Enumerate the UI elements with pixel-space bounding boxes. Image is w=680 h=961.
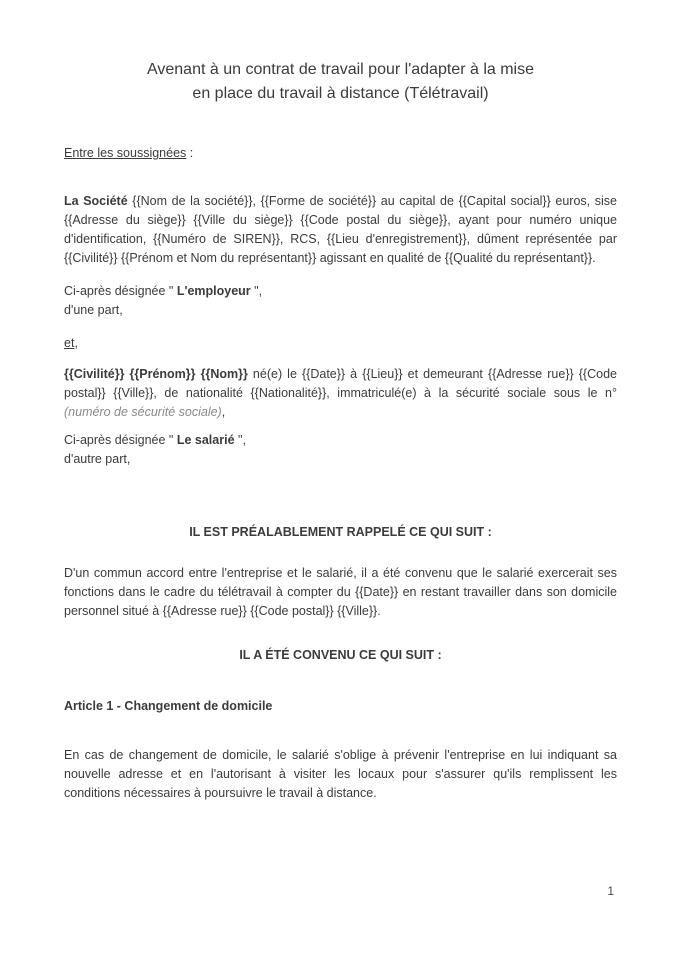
- agreement-heading: [64, 646, 617, 665]
- text-run: et: [64, 336, 75, 350]
- text-run: ,: [221, 405, 226, 419]
- et-line: [64, 334, 617, 353]
- text-run: ",: [234, 433, 246, 447]
- text-run: ,: [74, 336, 78, 350]
- employee-paragraph: [64, 365, 617, 422]
- emphasized-text-run: La Société: [64, 194, 133, 208]
- text-run: (numéro de sécurité sociale): [64, 405, 222, 419]
- text-run: D'un commun accord entre l'entreprise et le salarié, il a été convenu que le salarié exercerait ses fonctions dans le cadre du télétravail à compter du {{Date}} en restant travailler dans son domicile personnel situé à {{Adresse rue}} {{Code postal}} {{Ville}}.: [64, 566, 617, 618]
- title-line-1: Avenant à un contrat de travail pour l'adapter à la mise: [147, 61, 534, 78]
- emphasized-text-run: IL EST PRÉALABLEMENT RAPPELÉ CE QUI SUIT :: [189, 525, 492, 539]
- title-line-2: en place du travail à distance (Télétravail): [192, 85, 489, 102]
- text-run: Entre les soussignées: [64, 146, 187, 160]
- text-run: En cas de changement de domicile, le salarié s'oblige à prévenir l'entreprise en lui indiquant sa nouvelle adresse et en l'autorisant à visiter les locaux pour s'assurer qu'ils remplissent les conditions nécessaires à poursuivre le travail à distance.: [64, 748, 617, 800]
- intro-label: [64, 144, 617, 163]
- text-run: Ci-après désignée ": [64, 433, 177, 447]
- document-title: [64, 58, 617, 106]
- text-run: {{Nom de la société}}, {{Forme de société}} au capital de {{Capital social}} euros, sise {{Adresse du siège}} {{Ville du siège}} {{Code postal du siège}}, ayant pour numéro unique d'identification, {{Numéro de SIREN}}, RCS, {{Lieu d'enregistrement}}, dûment représentée par {{Civilité}} {{Prénom et Nom du représentant}} agissant en qualité de {{Qualité du représentant}}.: [64, 194, 617, 265]
- preamble-heading: [64, 523, 617, 542]
- text-run: ",: [250, 284, 263, 298]
- preamble-paragraph: [64, 564, 617, 621]
- emphasized-text-run: L'employeur: [176, 284, 251, 298]
- employer-designation-line: [64, 282, 617, 301]
- company-paragraph: [64, 192, 617, 268]
- employer-part-line: [64, 301, 617, 320]
- emphasized-text-run: IL A ÉTÉ CONVENU CE QUI SUIT :: [239, 648, 442, 662]
- emphasized-text-run: Article 1 - Changement de domicile: [64, 699, 273, 713]
- page-number: 1: [607, 884, 614, 898]
- employee-part-line: [64, 450, 617, 469]
- emphasized-text-run: Le salarié: [176, 433, 235, 447]
- text-run: né(e) le {{Date}} à {{Lieu}} et demeurant {{Adresse rue}} {{Code postal}} {{Ville}}, de nationalité {{Nationalité}}, immatriculé(e) à la sécurité sociale sous le n°: [64, 367, 617, 400]
- article-1-paragraph: [64, 746, 617, 803]
- text-run: Ci-après désignée ": [64, 284, 177, 298]
- text-run: d'une part,: [64, 303, 123, 317]
- emphasized-text-run: {{Civilité}} {{Prénom}} {{Nom}}: [64, 367, 248, 381]
- text-run: :: [186, 146, 194, 160]
- text-run: d'autre part,: [64, 452, 131, 466]
- employee-designation-line: [64, 431, 617, 450]
- article-1-heading: [64, 697, 617, 716]
